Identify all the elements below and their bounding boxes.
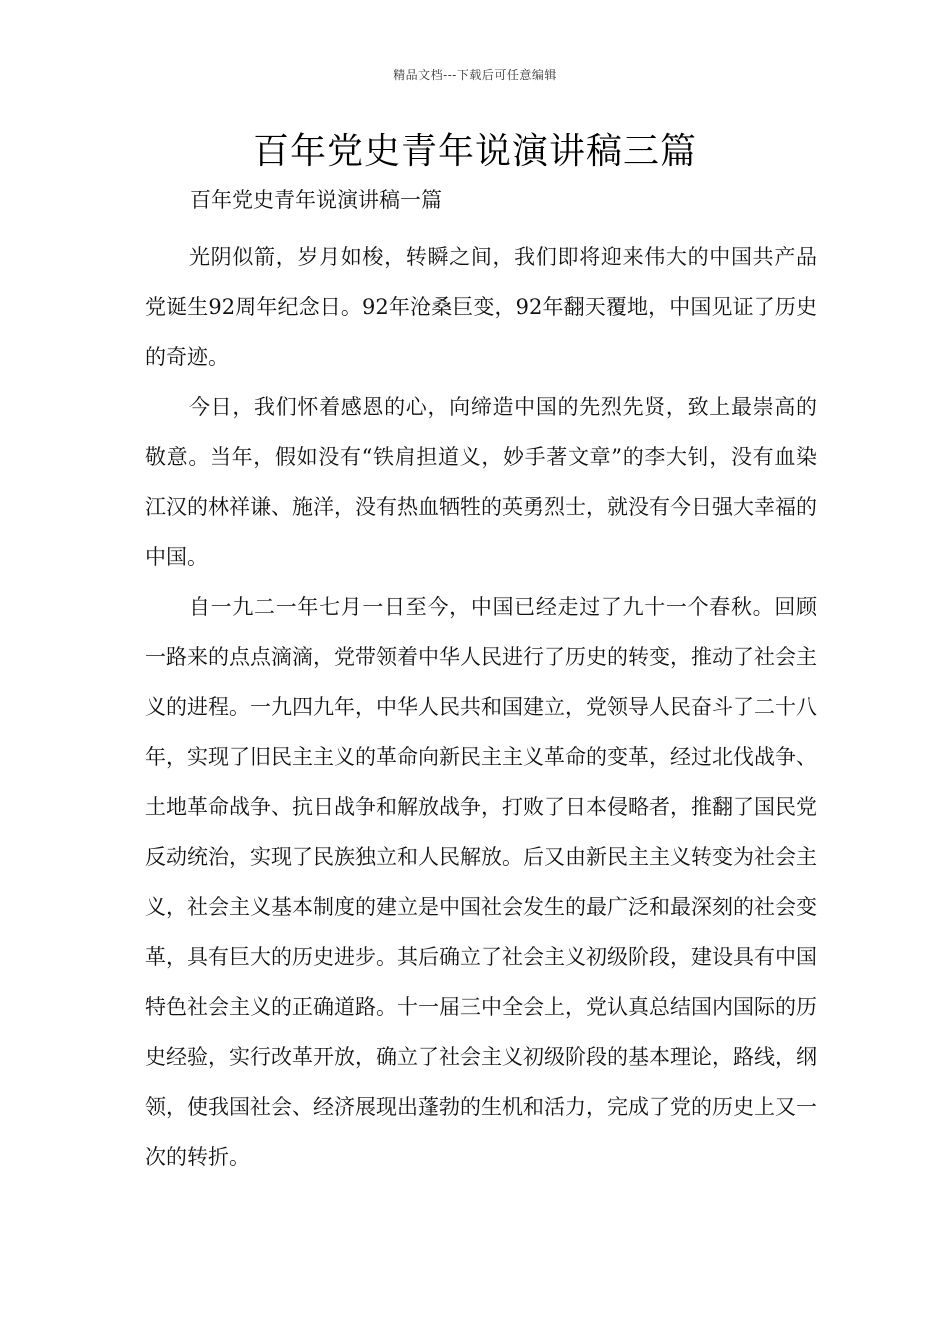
- header-note: 精品文档---下载后可任意编辑: [393, 68, 557, 82]
- paragraph-3: 自一九二一年七月一日至今，中国已经走过了九十一个春秋。回顾一路来的点点滴滴，党带领着中华人民进行了历史的转变，推动了社会主义的进程。一九四九年，中华人民共和国建立，党领导人民奋斗了二十八年，实现了旧民主主义的革命向新民主主义革命的变革，经过北伐战争、土地革命战争、抗日战争和解放战争，打败了日本侵略者，推翻了国民党反动统治，实现了民族独立和人民解放。后又由新民主主义转变为社会主义，社会主义基本制度的建立是中国社会发生的最广泛和最深刻的社会变革，具有巨大的历史进步。其后确立了社会主义初级阶段，建设具有中国特色社会主义的正确道路。十一届三中全会上，党认真总结国内国际的历史经验，实行改革开放，确立了社会主义初级阶段的基本理论，路线，纲领，使我国社会、经济展现出蓬勃的生机和活力，完成了党的历史上又一次的转折。: [145, 595, 817, 1169]
- document-subtitle: 百年党史青年说演讲稿一篇: [190, 188, 442, 212]
- paragraph-1: 光阴似箭，岁月如梭，转瞬之间，我们即将迎来伟大的中国共产品党诞生92周年纪念日。92年沧桑巨变，92年翻天覆地，中国见证了历史的奇迹。: [145, 245, 817, 369]
- paragraph-2: 今日，我们怀着感恩的心，向缔造中国的先烈先贤，致上最崇高的敬意。当年，假如没有“铁肩担道义，妙手著文章”的李大钊，没有血染江汉的林祥谦、施洋，没有热血牺牲的英勇烈士，就没有今日强大幸福的中国。: [145, 395, 817, 569]
- document-body: [145, 232, 817, 1182]
- document-title: 百年党史青年说演讲稿三篇: [252, 131, 697, 172]
